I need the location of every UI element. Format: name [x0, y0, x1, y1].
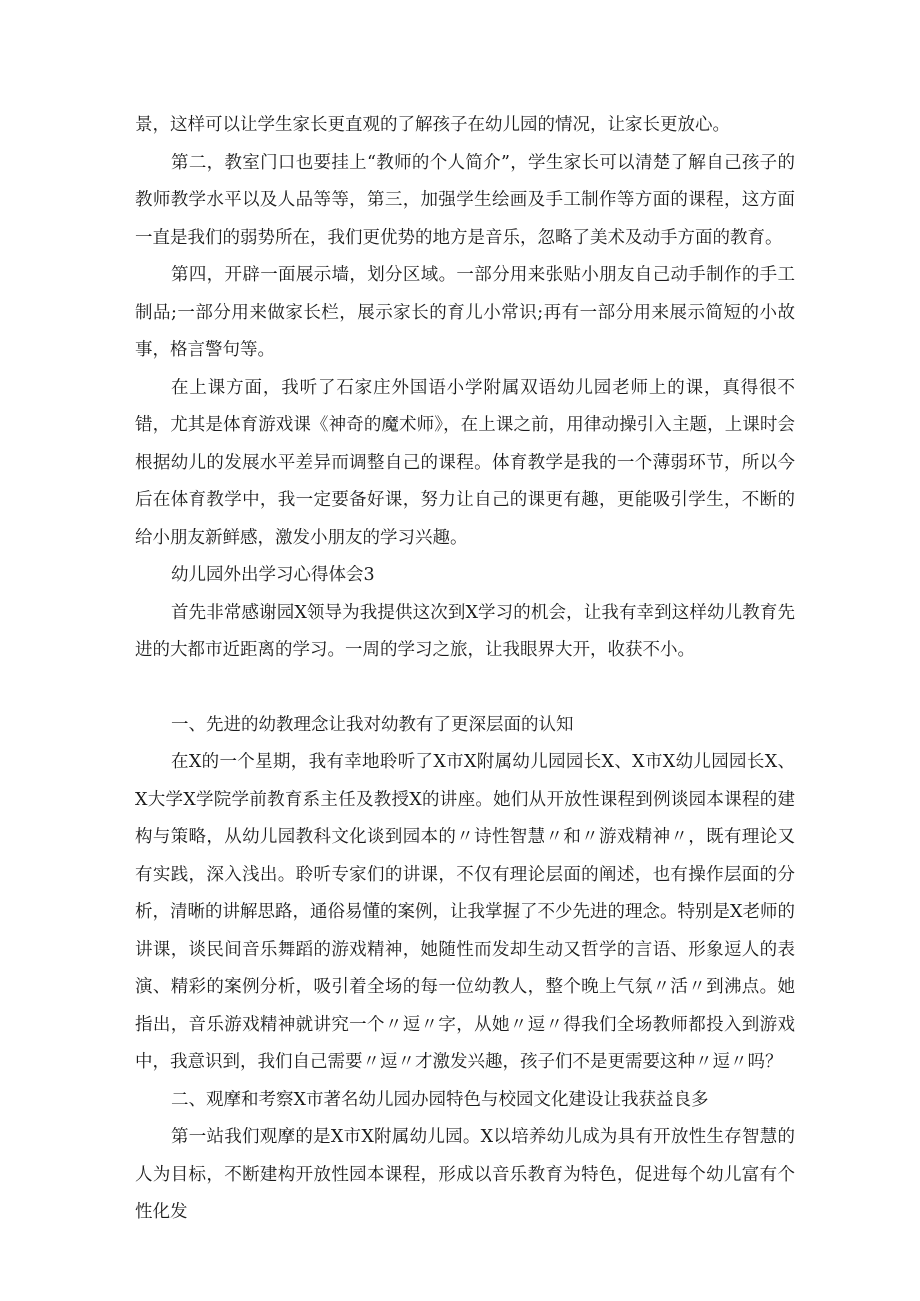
document-body: [135, 107, 795, 1232]
paragraph-gap: [135, 670, 795, 707]
paragraph-3: 第四，开辟一面展示墙，划分区域。一部分用来张贴小朋友自己动手制作的手工制品;一部分用来做家长栏，展示家长的育儿小常识;再有一部分用来展示简短的小故事，格言警句等。: [135, 265, 795, 360]
paragraph-1: 景，这样可以让学生家长更直观的了解孩子在幼儿园的情况，让家长更放心。: [135, 115, 730, 135]
paragraph-5: 首先非常感谢园X领导为我提供这次到X学习的机会，让我有幸到这样幼儿教育先进的大都市近距离的学习。一周的学习之旅，让我眼界大开，收获不小。: [135, 602, 795, 660]
subheading-1: 一、先进的幼教理念让我对幼教有了更深层面的认知: [171, 714, 574, 735]
paragraph-7: 第一站我们观摩的是X市X附属幼儿园。X以培养幼儿成为具有开放性生存智慧的人为目标，不断建构开放性园本课程，形成以音乐教育为特色，促进每个幼儿富有个性化发: [135, 1127, 795, 1222]
section-heading-3: 幼儿园外出学习心得体会3: [171, 565, 375, 585]
paragraph-6: 在X的一个星期，我有幸地聆听了X市X附属幼儿园园长X、X市X幼儿园园长X、X大学X学院学前教育系主任及教授X的讲座。她们从开放性课程到例谈园本课程的建构与策略，从幼儿园教科文化谈到园本的〃诗性智慧〃和〃游戏精神〃，既有理论又有实践，深入浅出。聆听专家们的讲课，不仅有理论层面的阐述，也有操作层面的分析，清晰的讲解思路，通俗易懂的案例，让我掌握了不少先进的理念。特别是X老师的讲课，谈民间音乐舞蹈的游戏精神，她随性而发却生动又哲学的言语、形象逗人的表演、精彩的案例分析，吸引着全场的每一位幼教人，整个晚上气氛〃活〃到沸点。她指出，音乐游戏精神就讲究一个〃逗〃字，从她〃逗〃得我们全场教师都投入到游戏中，我意识到，我们自己需要〃逗〃才激发兴趣，孩子们不是更需要这种〃逗〃吗？: [135, 752, 795, 1072]
paragraph-4: 在上课方面，我听了石家庄外国语小学附属双语幼儿园老师上的课，真得很不错，尤其是体育游戏课《神奇的魔术师》，在上课之前，用律动操引入主题，上课时会根据幼儿的发展水平差异而调整自己的课程。体育教学是我的一个薄弱环节，所以今后在体育教学中，我一定要备好课，努力让自己的课更有趣，更能吸引学生，不断的给小朋友新鲜感，激发小朋友的学习兴趣。: [135, 377, 795, 548]
subheading-2: 二、观摩和考察X市著名幼儿园办园特色与校园文化建设让我获益良多: [171, 1089, 709, 1110]
paragraph-2: 第二，教室门口也要挂上“教师的个人简介”，学生家长可以清楚了解自己孩子的教师教学水平以及人品等等，第三，加强学生绘画及手工制作等方面的课程，这方面一直是我们的弱势所在，我们更优势的地方是音乐，忽略了美术及动手方面的教育。: [135, 152, 795, 248]
